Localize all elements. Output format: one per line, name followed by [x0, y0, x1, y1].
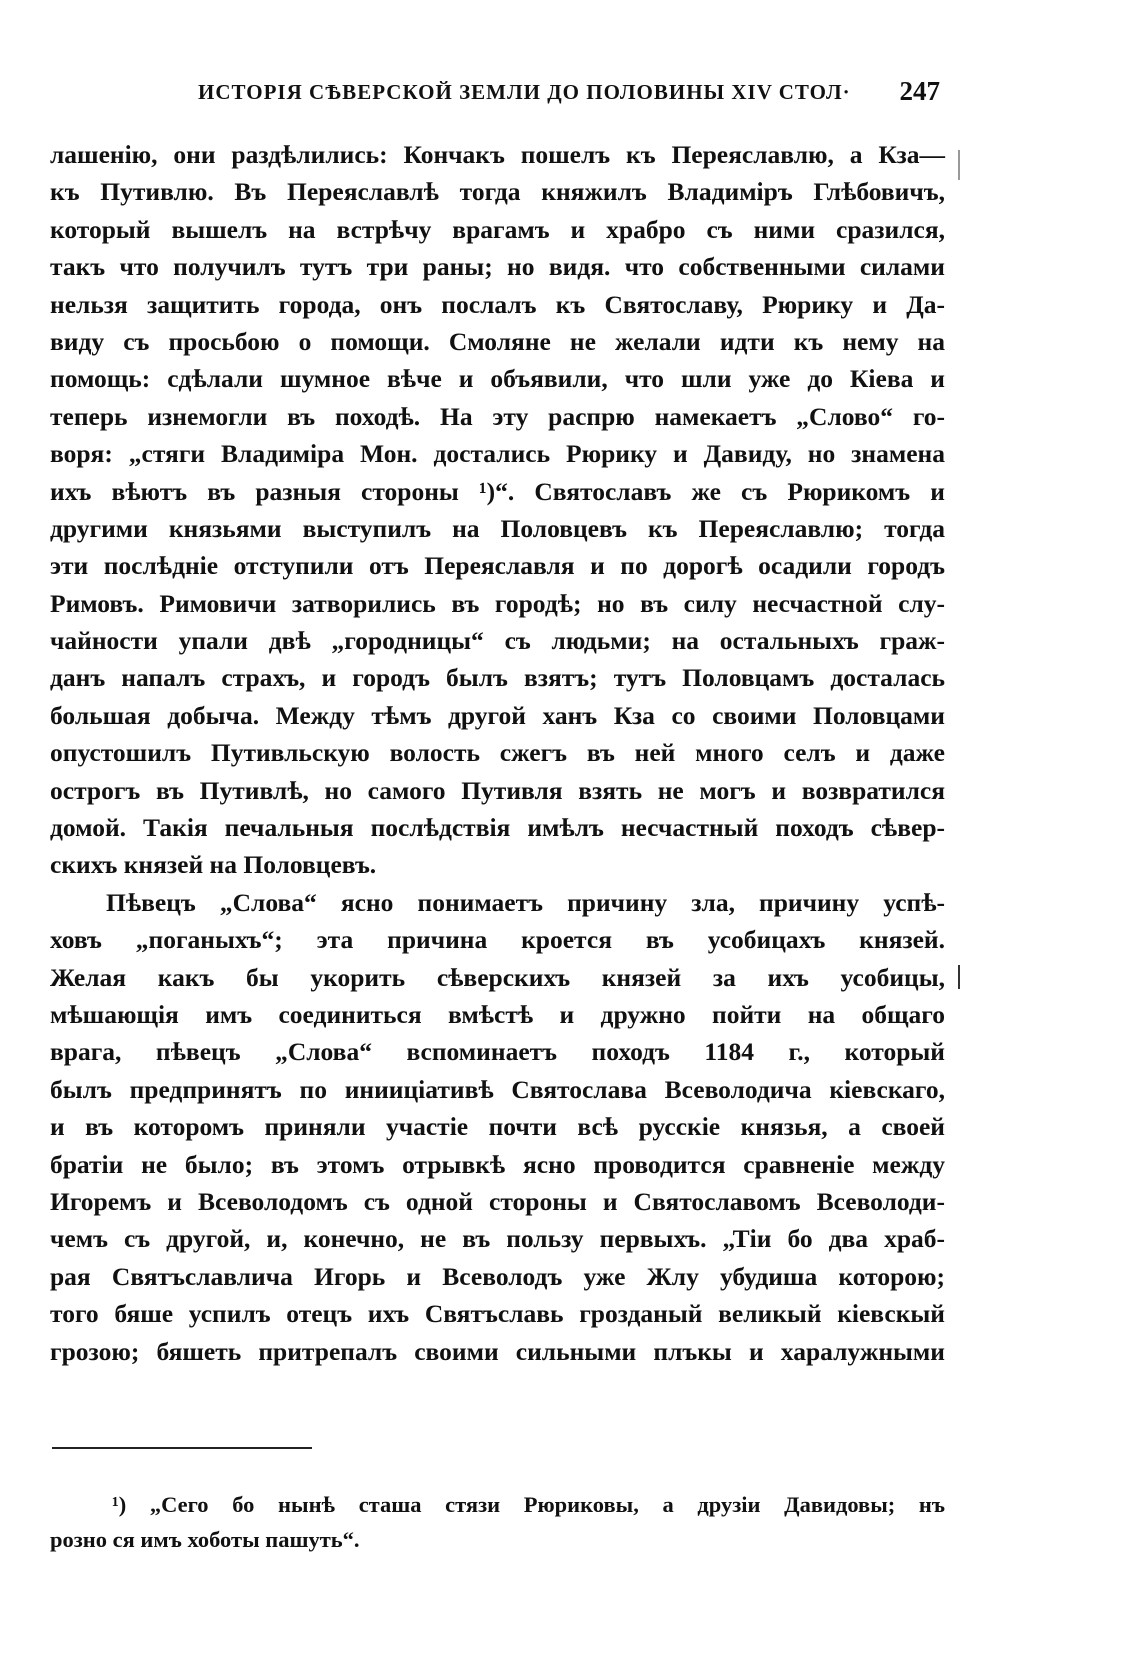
- running-title: ИСТОРІЯ СѢВЕРСКОЙ ЗЕМЛИ ДО ПОЛОВИНЫ XIV СТОЛ·: [198, 80, 851, 104]
- footnote-line: ¹) „Сего бо нынѣ сташа стязи Рюриковы, а друзіи Давидовы; нъ: [112, 1492, 945, 1517]
- text-line: острогъ въ Путивлѣ, но самого Путивля взять не могъ и возвратился: [50, 775, 945, 805]
- page-header: [198, 76, 940, 116]
- footnote-line: розно ся имъ хоботы пашуть“.: [50, 1527, 360, 1552]
- text-line: чемъ съ другой, и, конечно, не въ пользу первыхъ. „Тіи бо два храб-: [50, 1224, 945, 1254]
- text-line: ховъ „поганыхъ“; эта причина кроется въ усобицахъ князей.: [50, 925, 945, 955]
- text-line: большая добыча. Между тѣмъ другой ханъ Кза со своими Половцами: [50, 700, 945, 730]
- text-line: такъ что получилъ тутъ три раны; но видя. что собственными силами: [50, 252, 945, 282]
- text-line: Пѣвецъ „Слова“ ясно понимаетъ причину зла, причину успѣ-: [106, 887, 945, 917]
- text-line: Желая какъ бы укорить сѣверскихъ князей за ихъ усобицы,: [50, 962, 945, 992]
- text-line: опустошилъ Путивльскую волость сжегъ въ ней много селъ и даже: [50, 738, 945, 768]
- text-line: врага, пѣвецъ „Слова“ вспоминаетъ походъ 1184 г., который: [50, 1037, 945, 1067]
- text-line: другими князьями выступилъ на Половцевъ къ Переяславлю; тогда: [50, 513, 945, 543]
- text-line: чайности упали двѣ „городницы“ съ людьми; на остальныхъ граж-: [50, 626, 945, 656]
- text-line: рая Святъславлича Игорь и Всеволодъ уже Жлу убудиша которою;: [50, 1261, 945, 1291]
- text-line: того бяше успилъ отецъ ихъ Святъславь грозданый великый кіевскый: [50, 1299, 945, 1329]
- text-line: и въ которомъ приняли участіе почти всѣ русскіе князья, а своей: [50, 1112, 945, 1142]
- margin-mark: [958, 150, 960, 180]
- text-line: помощь: сдѣлали шумное вѣче и объявили, что шли уже до Кіева и: [50, 364, 945, 394]
- body-text: [50, 136, 945, 1370]
- page-number: 247: [899, 76, 940, 106]
- text-line: воря: „стяги Владиміра Мон. достались Рюрику и Давиду, но знамена: [50, 439, 945, 469]
- text-line: лашенію, они раздѣлились: Кончакъ пошелъ къ Переяславлю, а Кза—: [50, 140, 945, 169]
- text-line: мѣшающія имъ соединиться вмѣстѣ и дружно пойти на общаго: [50, 999, 945, 1029]
- text-line: былъ предпринятъ по инииціативѣ Святослава Всеволодича кіевскаго,: [50, 1074, 945, 1104]
- text-line: виду съ просьбою о помощи. Смоляне не желали идти къ нему на: [50, 326, 945, 356]
- text-line: Римовъ. Римовичи затворились въ городѣ; но въ силу несчастной слу-: [50, 588, 945, 618]
- text-line: эти послѣдніе отступили отъ Переяславля и по дорогѣ осадили городъ: [50, 551, 945, 581]
- text-line: который вышелъ на встрѣчу врагамъ и храбро съ ними сразился,: [50, 214, 945, 244]
- margin-mark: [958, 965, 960, 989]
- text-line: нельзя защитить города, онъ послалъ къ Святославу, Рюрику и Да-: [50, 289, 945, 319]
- footnote-divider: [52, 1447, 312, 1449]
- text-line: скихъ князей на Половцевъ.: [50, 850, 377, 880]
- text-line: братіи не было; въ этомъ отрывкѣ ясно проводится сравненіе между: [50, 1149, 945, 1179]
- text-line: грозою; бяшеть притрепалъ своими сильными плъкы и харалужными: [50, 1336, 945, 1366]
- text-line: ихъ вѣютъ въ разныя стороны ¹)“. Святославъ же съ Рюрикомъ и: [50, 476, 945, 506]
- text-line: теперь изнемогли въ походѣ. На эту распрю намекаетъ „Слово“ го-: [50, 401, 945, 431]
- text-line: домой. Такія печальныя послѣдствія имѣлъ несчастный походъ сѣвер-: [50, 813, 945, 843]
- footnote: [50, 1487, 945, 1557]
- text-line: къ Путивлю. Въ Переяславлѣ тогда княжилъ Владиміръ Глѣбовичъ,: [50, 177, 945, 207]
- text-line: Игоремъ и Всеволодомъ съ одной стороны и Святославомъ Всеволоди-: [50, 1186, 945, 1216]
- text-line: данъ напалъ страхъ, и городъ былъ взятъ; тутъ Половцамъ досталась: [50, 663, 945, 693]
